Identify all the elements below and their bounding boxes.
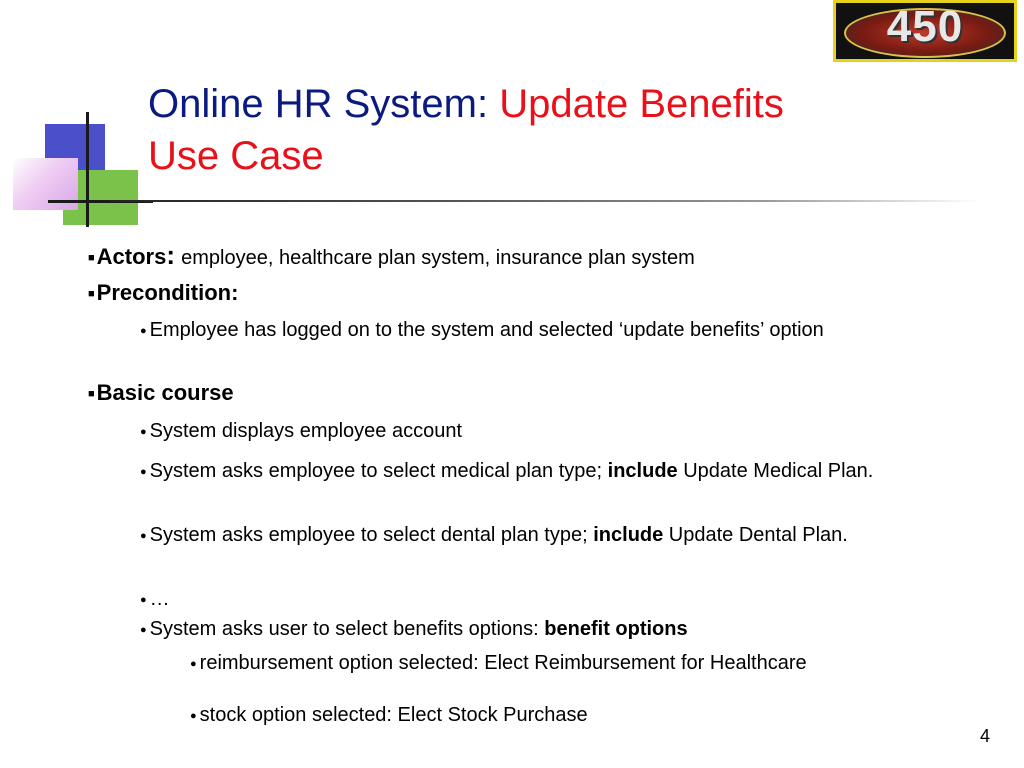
basic-course-item-2 — [140, 460, 940, 483]
page-number: 4 — [979, 726, 990, 746]
title-part-3: Use Case — [148, 134, 324, 178]
sub-item-2-text: stock option selected: Elect Stock Purchase — [199, 704, 588, 726]
precondition-item — [140, 319, 960, 342]
square-bullet-icon: ■ — [88, 252, 95, 264]
item-2-post: Update Medical Plan. — [677, 460, 874, 482]
actors-text: employee, healthcare plan system, insurance plan system — [181, 247, 695, 269]
sub-item-1-text: reimbursement option selected: Elect Reimbursement for Healthcare — [199, 652, 807, 674]
bullet-precondition — [88, 280, 238, 306]
dot-bullet-icon: ● — [140, 624, 147, 636]
bullet-basic-course — [88, 380, 234, 406]
precondition-item-text: Employee has logged on to the system and selected ‘update benefits’ option — [149, 319, 824, 341]
item-3-bold: include — [593, 524, 664, 546]
item-3-pre: System asks employee to select dental plan type; — [149, 524, 594, 546]
basic-course-item-1 — [140, 420, 960, 443]
slide-title — [148, 78, 908, 182]
precondition-label: Precondition: — [96, 280, 239, 305]
item-4-text: … — [149, 588, 170, 610]
item-3-post: Update Dental Plan. — [663, 524, 848, 546]
bullet-actors — [88, 240, 988, 271]
dot-bullet-icon: ● — [190, 710, 197, 722]
basic-course-item-3 — [140, 524, 920, 547]
title-part-2: Update Benefits — [499, 82, 784, 126]
square-bullet-icon: ■ — [88, 288, 95, 300]
actors-colon: : — [166, 240, 176, 270]
item-5-pre: System asks user to select benefits options: — [149, 618, 545, 640]
sub-item-1 — [190, 653, 880, 674]
decorative-vertical-line — [86, 112, 89, 227]
item-1-text: System displays employee account — [149, 420, 463, 442]
item-5-bold: benefit options — [544, 618, 688, 640]
title-part-1: Online HR System: — [148, 82, 500, 126]
basic-course-item-4 — [140, 588, 540, 611]
dot-bullet-icon: ● — [140, 530, 147, 542]
sub-item-2 — [190, 705, 880, 726]
item-2-bold: include — [607, 460, 678, 482]
square-bullet-icon: ■ — [88, 388, 95, 400]
basic-course-item-5 — [140, 618, 960, 641]
dot-bullet-icon: ● — [190, 658, 197, 670]
dot-bullet-icon: ● — [140, 594, 147, 606]
actors-label: Actors — [96, 244, 167, 269]
dot-bullet-icon: ● — [140, 325, 147, 337]
logo-text: 450 — [886, 2, 964, 51]
basic-course-label: Basic course — [96, 380, 234, 405]
dot-bullet-icon: ● — [140, 426, 147, 438]
item-2-pre: System asks employee to select medical plan type; — [149, 460, 608, 482]
title-underline-rule — [110, 200, 980, 202]
course-logo — [833, 0, 1017, 62]
dot-bullet-icon: ● — [140, 466, 147, 478]
